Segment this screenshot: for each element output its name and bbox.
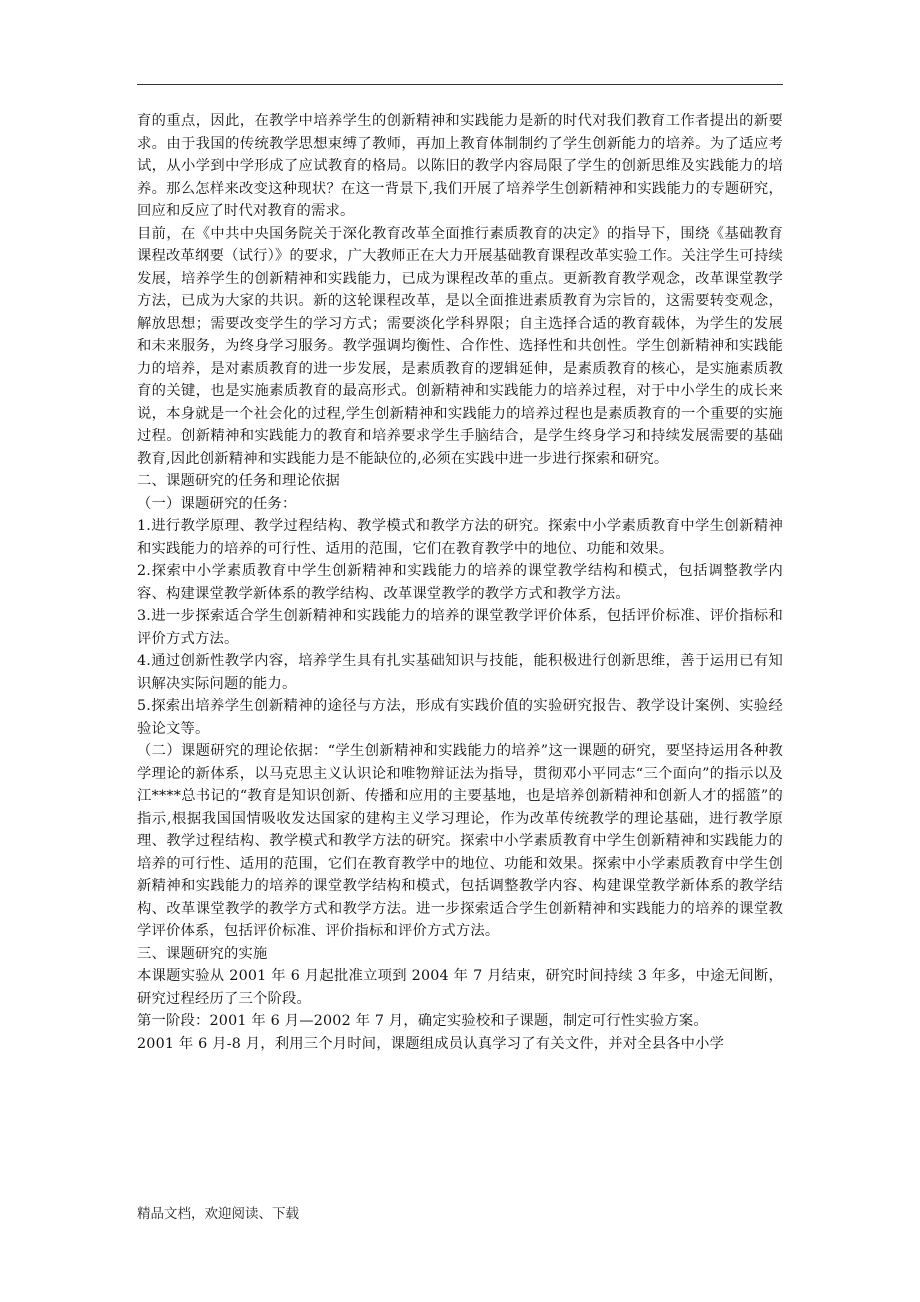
- paragraph-current-situation: 目前，在《中共中央国务院关于深化教育改革全面推行素质教育的决定》的指导下，围绕《基础教育课程改革纲要（试行）》的要求，广大教师正在大力开展基础教育课程改革实验工作。关注学生可持续发展，培养学生的创新精神和实践能力，已成为课程改革的重点。更新教育教学观念，改革课堂教学方法，已成为大家的共识。新的这轮课程改革，是以全面推进素质教育为宗旨的，这需要转变观念，解放思想；需要改变学生的学习方式；需要淡化学科界限；自主选择合适的教育载体，为学生的发展和未来服务，为终身学习服务。教学强调均衡性、合作性、选择性和共创性。学生创新精神和实践能力的培养，是对素质教育的进一步发展，是素质教育的逻辑延伸，是素质教育的核心，是实施素质教育的关键，也是实施素质教育的最高形式。创新精神和实践能力的培养过程，对于中小学生的成长来说，本身就是一个社会化的过程,学生创新精神和实践能力的培养过程也是素质教育的一个重要的实施过程。创新精神和实践能力的教育和培养要求学生手脑结合，是学生终身学习和持续发展需要的基础教育,因此创新精神和实践能力是不能缺位的,必须在实践中进一步进行探索和研究。: [137, 225, 783, 467]
- task-item-5: 5.探索出培养学生创新精神的途径与方法，形成有实践价值的实验研究报告、教学设计案例、实验经验论文等。: [137, 698, 783, 737]
- task-item-1: 1.进行教学原理、教学过程结构、教学模式和教学方法的研究。探索中小学素质教育中学生创新精神和实践能力的培养的可行性、适用的范围，它们在教育教学中的地位、功能和效果。: [137, 518, 783, 557]
- header-rule: [137, 84, 783, 85]
- task-item-2: 2.探索中小学素质教育中学生创新精神和实践能力的培养的课堂教学结构和模式，包括调整教学内容、构建课堂教学新体系的教学结构、改革课堂教学的教学方式和教学方法。: [137, 563, 783, 602]
- page-footer: 精品文档，欢迎阅读、下载: [137, 1206, 299, 1222]
- paragraph-phase-one: 第一阶段：2001 年 6 月—2002 年 7 月，确定实验校和子课题，制定可行性实验方案。: [137, 1013, 708, 1029]
- paragraph-background: 育的重点，因此，在教学中培养学生的创新精神和实践能力是新的时代对我们教育工作者提出的新要求。由于我国的传统教学思想束缚了教师，再加上教育体制制约了学生创新能力的培养。为了适应考试，从小学到中学形成了应试教育的格局。以陈旧的教学内容局限了学生的创新思维及实践能力的培养。那么怎样来改变这种现状？在这一背景下,我们开展了培养学生创新精神和实践能力的专题研究，回应和反应了时代对教育的需求。: [137, 113, 783, 219]
- subheading-tasks: （一）课题研究的任务：: [137, 495, 297, 512]
- paragraph-timeline: 本课题实验从 2001 年 6 月起批准立项到 2004 年 7 月结束，研究时间持续 3 年多，中途无间断，研究过程经历了三个阶段。: [137, 968, 783, 1007]
- paragraph-theoretical-basis: （二）课题研究的理论依据：“学生创新精神和实践能力的培养”这一课题的研究，要坚持运用各种教学理论的新体系，以马克思主义认识论和唯物辩证法为指导，贯彻邓小平同志“三个面向”的指示以及江****总书记的“教育是知识创新、传播和应用的主要基地，也是培养创新精神和创新人才的摇篮”的指示,根据我国国情吸收发达国家的建构主义学习理论，作为改革传统教学的理论基础，进行教学原理、教学过程结构、教学模式和教学方法的研究。探索中小学素质教育中学生创新精神和实践能力的培养的可行性、适用的范围，它们在教育教学中的地位、功能和效果。探索中小学素质教育中学生创新精神和实践能力的培养的课堂教学结构和模式，包括调整教学内容、构建课堂教学新体系的教学结构、改革课堂教学的教学方式和教学方法。进一步探索适合学生创新精神和实践能力的培养的课堂教学评价体系，包括评价标准、评价指标和评价方式方法。: [137, 743, 783, 939]
- paragraph-phase-one-detail: 2001 年 6 月-8 月，利用三个月时间，课题组成员认真学习了有关文件，并对全县各中小学: [137, 1035, 725, 1052]
- task-item-4: 4.通过创新性教学内容，培养学生具有扎实基础知识与技能，能积极进行创新思维，善于运用已有知识解决实际问题的能力。: [137, 653, 783, 692]
- document-body: [137, 110, 783, 1055]
- section-heading-tasks-and-basis: 二、课题研究的任务和理论依据: [137, 473, 340, 489]
- task-item-3: 3.进一步探索适合学生创新精神和实践能力的培养的课堂教学评价体系，包括评价标准、评价指标和评价方式方法。: [137, 608, 783, 647]
- section-heading-implementation: 三、课题研究的实施: [137, 945, 268, 962]
